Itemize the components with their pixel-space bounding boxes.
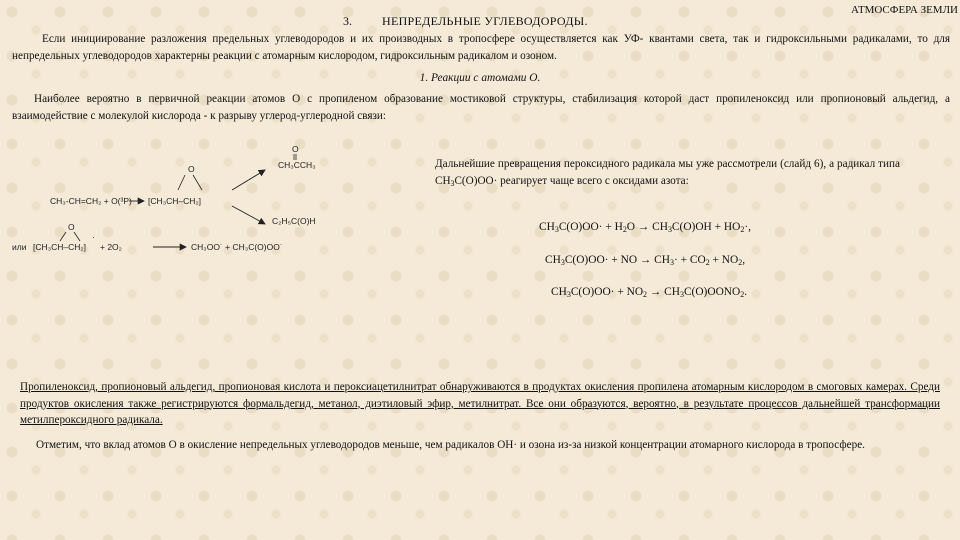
- products-paragraph: Пропиленоксид, пропионовый альдегид, пропионовая кислота и пероксиацетилнитрат обнаруживаются в продуктах окисления пропилена атомарным кислородом в смоговых камерах. Среди продуктов окисления также регистрируются формальдегид, метанол, диэтиловый эфир, метилнитрат. Все они образуются, вероятно, в результате процессов дальнейшей трансформации метилпероксидного радикала.: [20, 381, 940, 426]
- equation-3: $CH_3C(O)OO\cdot + NO_2$ → $CH_3C(O)OONO_2$.: [551, 286, 748, 299]
- product-acetone: CH₃CCH₃: [278, 160, 316, 170]
- peroxide-text-2: C(O)OO· реагирует чаще всего с оксидами азота:: [454, 175, 689, 187]
- propylene-paragraph: Наиболее вероятно в первичной реакции атомов O с пропиленом образование мостиковой структуры, стабилизация которой даст пропиленоксид или пропионовый альдегид, а взаимодействие с молекулой кислорода - к разрыву углерод-углеродной связи:: [12, 93, 950, 122]
- product-o: O: [292, 144, 299, 154]
- section-label: АТМОСФЕРА ЗЕМЛИ: [851, 4, 958, 16]
- bridge-o-1: O: [188, 164, 195, 174]
- slide-number: 3.: [343, 14, 352, 28]
- radical-dot: ·: [92, 232, 95, 242]
- equation-2: $CH_3C(O)OO\cdot$ + NO → $CH_3\cdot + CO_2 + NO_2$,: [545, 254, 746, 267]
- reaction2-products: CH₃OO˙ + CH₃C(O)OO˙: [191, 242, 283, 252]
- peroxide-sub: 3: [450, 179, 455, 188]
- bridge-o-2: O: [68, 222, 75, 232]
- product-propanal: C₂H₅C(O)H: [272, 216, 316, 226]
- equation-1: $CH_3C(O)OO\cdot + H_2O \to CH_3C(O)OH + HO_2\cdot$,: [539, 221, 751, 234]
- peroxide-text-1: Дальнейшие превращения пероксидного радикала мы уже рассмотрели (слайд 6), а радикал типа CH: [435, 158, 900, 187]
- reaction1-intermediate: [CH₃CH–CH₂]: [148, 196, 202, 206]
- reaction2-oxygen: + 2O₂: [100, 242, 122, 252]
- intro-paragraph: Если инициирование разложения предельных углеводородов и их производных в тропосфере осуществляется как УФ- квантами света, так и гидроксильными радикалами, то для непредельных углеводородов характерны реакции с атомарным кислородом, гидроксильным радикалом и озоном.: [12, 33, 950, 62]
- slide-title: НЕПРЕДЕЛЬНЫЕ УГЛЕВОДОРОДЫ.: [382, 14, 588, 28]
- reaction2-or: или: [12, 242, 27, 252]
- peroxide-paragraph: [435, 156, 900, 192]
- reaction1-reactants: CH₃-CH=CH₂ + O(³P): [50, 196, 132, 206]
- conclusion-paragraph: Отметим, что вклад атомов O в окисление непредельных углеводородов меньше, чем радикалов OH· и озона из-за низкой концентрации атомарного кислорода в тропосфере.: [36, 439, 865, 451]
- reaction2-radical: [CH₃CH–CH₂]: [33, 242, 87, 252]
- subsection-heading: 1. Реакции с атомами O.: [419, 72, 541, 84]
- reaction-scheme: [10, 140, 340, 265]
